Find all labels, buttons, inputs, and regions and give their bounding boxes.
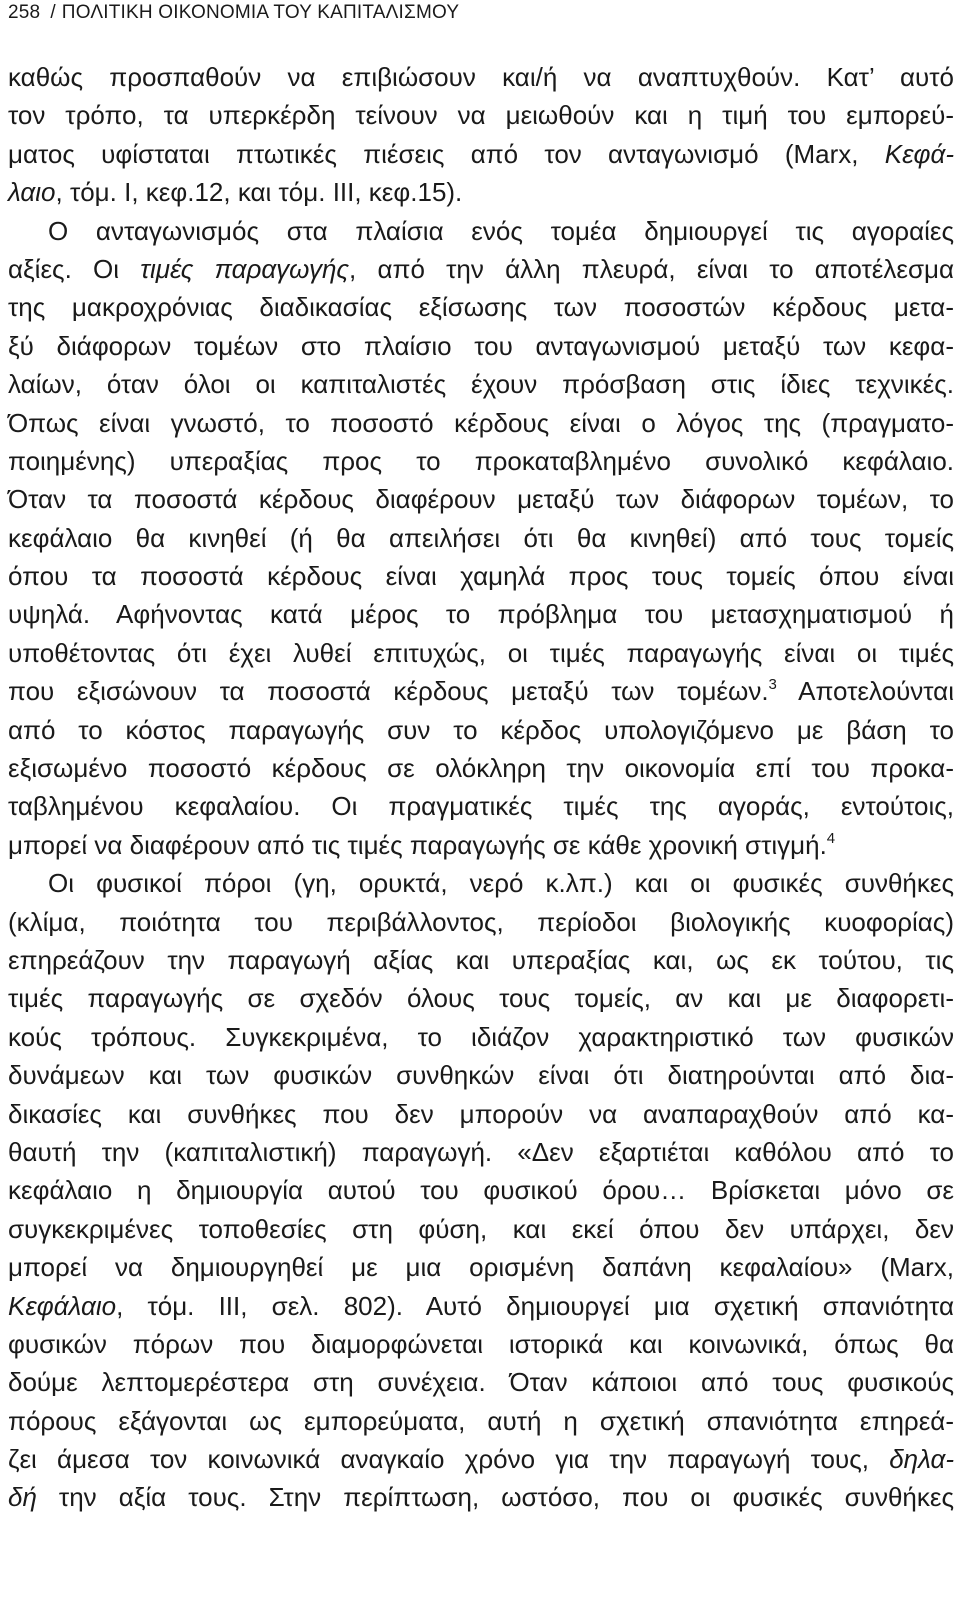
- footnote-marker: 3: [768, 676, 777, 694]
- text-segment: κεφάλαιο θα κινηθεί (ή θα απειλήσει ότι θα κινηθεί) από τους τομείς: [8, 522, 954, 553]
- text-segment: φυσικών πόρων που διαμορφώνεται ιστορικά και κοινωνικά, όπως θα: [8, 1328, 954, 1359]
- text-line: [8, 1133, 954, 1171]
- text-segment: ξύ διάφορων τομέων στο πλαίσιο του ανταγωνισμού μεταξύ των κεφα-: [8, 330, 954, 361]
- text-segment: δικασίες και συνθήκες που δεν μπορούν να αναπαραχθούν από κα-: [8, 1098, 954, 1129]
- text-segment: Όταν τα ποσοστά κέρδους διαφέρουν μεταξύ των διάφορων τομέων, το: [8, 484, 954, 515]
- text-line: [8, 1325, 954, 1363]
- text-segment: ταβλημένου κεφαλαίου. Οι πραγματικές τιμές της αγοράς, εντούτοις,: [8, 791, 954, 822]
- text-line: [8, 58, 954, 96]
- text-line: [8, 250, 954, 288]
- text-segment: τον τρόπο, τα υπερκέρδη τείνουν να μειωθούν και η τιμή του εμπορεύ-: [8, 100, 954, 131]
- text-segment: μπορεί να δημιουργηθεί με μια ορισμένη δαπάνη κεφαλαίου» (Marx,: [8, 1252, 954, 1283]
- italic-text: Κεφά-: [884, 138, 954, 169]
- running-header: [8, 0, 459, 28]
- text-segment: δούμε λεπτομερέστερα στη συνέχεια. Όταν κάποιοι από τους φυσικούς: [8, 1367, 954, 1398]
- text-line: [8, 1478, 954, 1516]
- text-line: [8, 711, 954, 749]
- text-line: [8, 327, 954, 365]
- page-number: 258: [8, 2, 41, 23]
- text-line: [8, 903, 954, 941]
- text-line: [8, 365, 954, 403]
- italic-text: δή: [8, 1482, 37, 1513]
- text-segment: αξίες. Οι: [8, 253, 141, 284]
- italic-text: δηλα-: [889, 1444, 954, 1475]
- text-segment: Όπως είναι γνωστό, το ποσοστό κέρδους είναι ο λόγος της (πραγματο-: [8, 407, 954, 438]
- italic-text: λαιο: [8, 177, 56, 208]
- text-segment: υψηλά. Αφήνοντας κατά μέρος το πρόβλημα του μετασχηματισμού ή: [8, 599, 954, 630]
- text-line: [8, 941, 954, 979]
- text-segment: λαίων, όταν όλοι οι καπιταλιστές έχουν πρόσβαση στις ίδιες τεχνικές.: [8, 369, 954, 400]
- text-line: [8, 1287, 954, 1325]
- text-segment: ζει άμεσα τον κοινωνικά αναγκαίο χρόνο για την παραγωγή τους,: [8, 1444, 890, 1475]
- header-separator: /: [50, 2, 56, 23]
- text-line: [8, 1248, 954, 1286]
- text-segment: , τόμ. III, σελ. 802). Αυτό δημιουργεί μια σχετική σπανιότητα: [116, 1290, 954, 1321]
- text-line: [8, 1171, 954, 1209]
- text-segment: (κλίμα, ποιότητα του περιβάλλοντος, περίοδοι βιολογικής κυοφορίας): [8, 906, 954, 937]
- text-line: [8, 96, 954, 134]
- text-line: [8, 1440, 954, 1478]
- italic-text: τιμές παραγωγής: [140, 253, 350, 284]
- text-line: [8, 288, 954, 326]
- text-segment: τιμές παραγωγής σε σχεδόν όλους τους τομείς, αν και με διαφορετι-: [8, 983, 954, 1014]
- text-segment: Οι φυσικοί πόροι (γη, ορυκτά, νερό κ.λπ.) και οι φυσικές συνθήκες: [48, 868, 954, 899]
- text-segment: Αποτελούνται: [776, 676, 954, 707]
- text-line: [8, 135, 954, 173]
- text-line: [8, 672, 954, 710]
- footnote-marker: 4: [826, 829, 836, 847]
- text-line: [8, 557, 954, 595]
- text-segment: από το κόστος παραγωγής συν το κέρδος υπολογιζόμενο με βάση το: [8, 714, 954, 745]
- text-segment: δυνάμεων και των φυσικών συνθηκών είναι ότι διατηρούνται από δια-: [8, 1060, 954, 1091]
- text-segment: , τόμ. I, κεφ.12, και τόμ. III, κεφ.15).: [55, 177, 463, 208]
- text-line: [8, 595, 954, 633]
- italic-text: Κεφάλαιο: [8, 1290, 117, 1321]
- text-line: [8, 480, 954, 518]
- text-segment: μπορεί να διαφέρουν από τις τιμές παραγωγής σε κάθε χρονική στιγμή.: [8, 829, 827, 860]
- text-segment: θαυτή την (καπιταλιστική) παραγωγή. «Δεν εξαρτιέται καθόλου από το: [8, 1136, 954, 1167]
- text-line: [8, 979, 954, 1017]
- text-segment: συγκεκριμένες τοποθεσίες στη φύση, και εκεί όπου δεν υπάρχει, δεν: [8, 1213, 954, 1244]
- text-line: [8, 864, 954, 902]
- text-segment: κούς τρόπους. Συγκεκριμένα, το ιδιάζον χαρακτηριστικό των φυσικών: [8, 1021, 954, 1052]
- text-segment: της μακροχρόνιας διαδικασίας εξίσωσης των ποσοστών κέρδους μετα-: [8, 292, 954, 323]
- text-segment: πόρους εξάγονται ως εμπορεύματα, αυτή η σχετική σπανιότητα επηρεά-: [8, 1405, 954, 1436]
- text-segment: ποιημένης) υπεραξίας προς το προκαταβλημένο συνολικό κεφάλαιο.: [8, 445, 954, 476]
- text-line: [8, 1210, 954, 1248]
- text-line: [8, 404, 954, 442]
- text-segment: όπου τα ποσοστά κέρδους είναι χαμηλά προς τους τομείς όπου είναι: [8, 561, 954, 592]
- text-line: [8, 442, 954, 480]
- text-line: [8, 1402, 954, 1440]
- text-segment: που εξισώνουν τα ποσοστά κέρδους μεταξύ των τομέων.: [8, 676, 769, 707]
- text-segment: υποθέτοντας ότι έχει λυθεί επιτυχώς, οι τιμές παραγωγής είναι οι τιμές: [8, 637, 954, 668]
- text-segment: καθώς προσπαθούν να επιβιώσουν και/ή να αναπτυχθούν. Κατ’ αυτό: [8, 62, 954, 92]
- text-segment: , από την άλλη πλευρά, είναι το αποτέλεσμα: [349, 253, 954, 284]
- text-line: [8, 634, 954, 672]
- text-line: [8, 212, 954, 250]
- text-line: [8, 173, 954, 211]
- text-line: [8, 1095, 954, 1133]
- text-segment: Ο ανταγωνισμός στα πλαίσια ενός τομέα δημιουργεί τις αγοραίες: [48, 215, 954, 246]
- running-title: ΠΟΛΙΤΙΚΗ ΟΙΚΟΝΟΜΙΑ ΤΟΥ ΚΑΠΙΤΑΛΙΣΜΟΥ: [61, 2, 460, 23]
- text-segment: ματος υφίσταται πτωτικές πιέσεις από τον ανταγωνισμό (Marx,: [8, 138, 885, 169]
- body-text: [8, 58, 954, 1517]
- text-segment: επηρεάζουν την παραγωγή αξίας και υπεραξίας και, ως εκ τούτου, τις: [8, 944, 954, 975]
- text-segment: την αξία τους. Στην περίπτωση, ωστόσο, που οι φυσικές συνθήκες: [36, 1482, 954, 1513]
- text-line: [8, 1363, 954, 1401]
- text-line: [8, 1056, 954, 1094]
- text-segment: εξισωμένο ποσοστό κέρδους σε ολόκληρη την οικονομία επί του προκα-: [8, 753, 954, 784]
- text-line: [8, 826, 954, 864]
- text-line: [8, 1018, 954, 1056]
- text-line: [8, 787, 954, 825]
- text-line: [8, 519, 954, 557]
- text-segment: κεφάλαιο η δημιουργία αυτού του φυσικού όρου… Βρίσκεται μόνο σε: [8, 1175, 954, 1206]
- text-line: [8, 749, 954, 787]
